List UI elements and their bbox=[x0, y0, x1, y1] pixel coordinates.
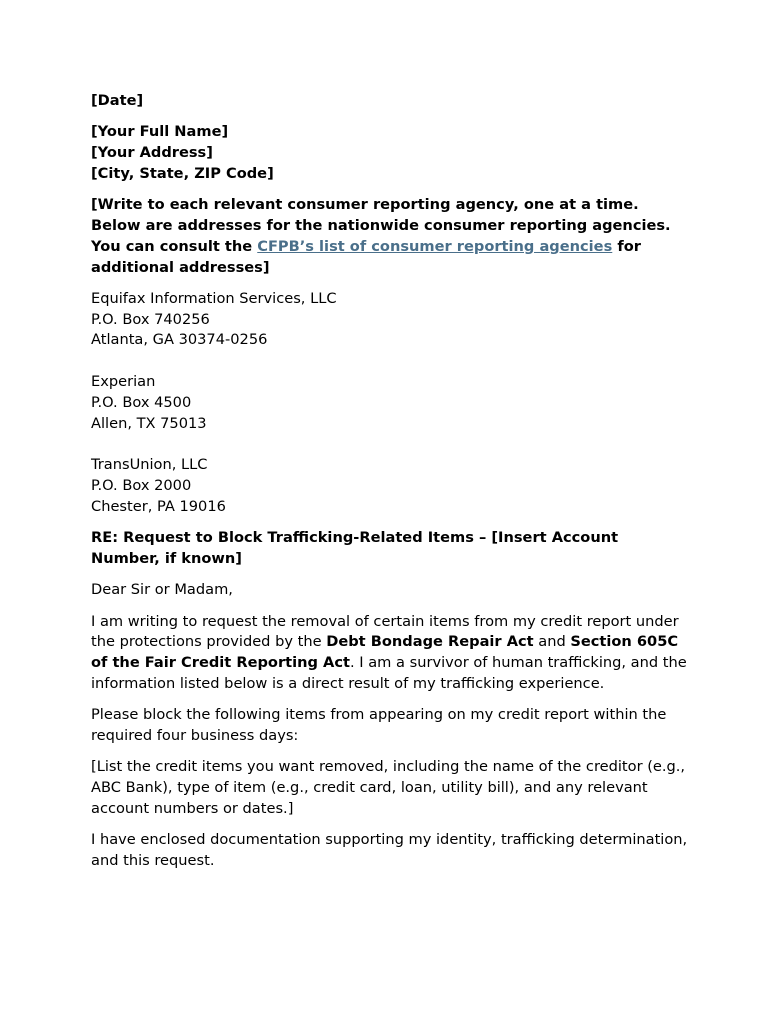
sender-block bbox=[91, 122, 691, 184]
agency-box: P.O. Box 2000 bbox=[91, 477, 192, 495]
body-paragraph-2: Please block the following items from appearing on my credit report within the required four business days: bbox=[91, 706, 667, 745]
agency-city: Allen, TX 75013 bbox=[91, 414, 207, 432]
salutation: Dear Sir or Madam, bbox=[91, 581, 233, 599]
instruction-text-before: [Write to each relevant consumer reporting agency, one at a time. Below are addresses for the nationwide consumer reporting agencies. You can consult the bbox=[91, 196, 671, 255]
instruction-paragraph bbox=[91, 195, 691, 278]
agency-addresses bbox=[91, 289, 691, 518]
body1-text: and bbox=[533, 633, 571, 651]
cfpb-agencies-link[interactable]: CFPB’s list of consumer reporting agencies bbox=[257, 237, 613, 255]
sender-name: [Your Full Name] bbox=[91, 123, 229, 141]
body-paragraph-1 bbox=[91, 612, 691, 695]
body-paragraph-4: I have enclosed documentation supporting my identity, trafficking determination, and this request. bbox=[91, 831, 688, 869]
address-gap bbox=[91, 434, 691, 455]
fcra-section: Section 605C of the Fair Credit Reporting Act bbox=[91, 633, 679, 672]
body-paragraph-3: [List the credit items you want removed, including the name of the creditor (e.g., ABC Bank), type of item (e.g., credit card, loan, utility bill), and any relevant account numbers or dates.] bbox=[91, 758, 686, 817]
address-gap bbox=[91, 351, 691, 372]
instruction-text-after: for additional addresses] bbox=[91, 237, 641, 276]
agency-name: TransUnion, LLC bbox=[91, 456, 208, 474]
agency-city: Atlanta, GA 30374-0256 bbox=[91, 331, 268, 349]
date-placeholder: [Date] bbox=[91, 92, 144, 109]
agency-city: Chester, PA 19016 bbox=[91, 497, 226, 515]
agency-box: P.O. Box 4500 bbox=[91, 393, 192, 411]
debt-bondage-act: Debt Bondage Repair Act bbox=[326, 633, 534, 651]
subject-line: RE: Request to Block Trafficking-Related Items – [Insert Account Number, if known] bbox=[91, 529, 619, 567]
letter-page bbox=[91, 91, 691, 882]
sender-city: [City, State, ZIP Code] bbox=[91, 164, 274, 182]
agency-name: Experian bbox=[91, 373, 156, 391]
sender-address: [Your Address] bbox=[91, 144, 213, 162]
agency-box: P.O. Box 740256 bbox=[91, 310, 210, 328]
body1-text: . I am a survivor of human trafficking, and the information listed below is a direct result of my trafficking experience. bbox=[91, 654, 687, 692]
agency-name: Equifax Information Services, LLC bbox=[91, 289, 337, 307]
body1-text: I am writing to request the removal of certain items from my credit report under the protections provided by the bbox=[91, 612, 679, 651]
